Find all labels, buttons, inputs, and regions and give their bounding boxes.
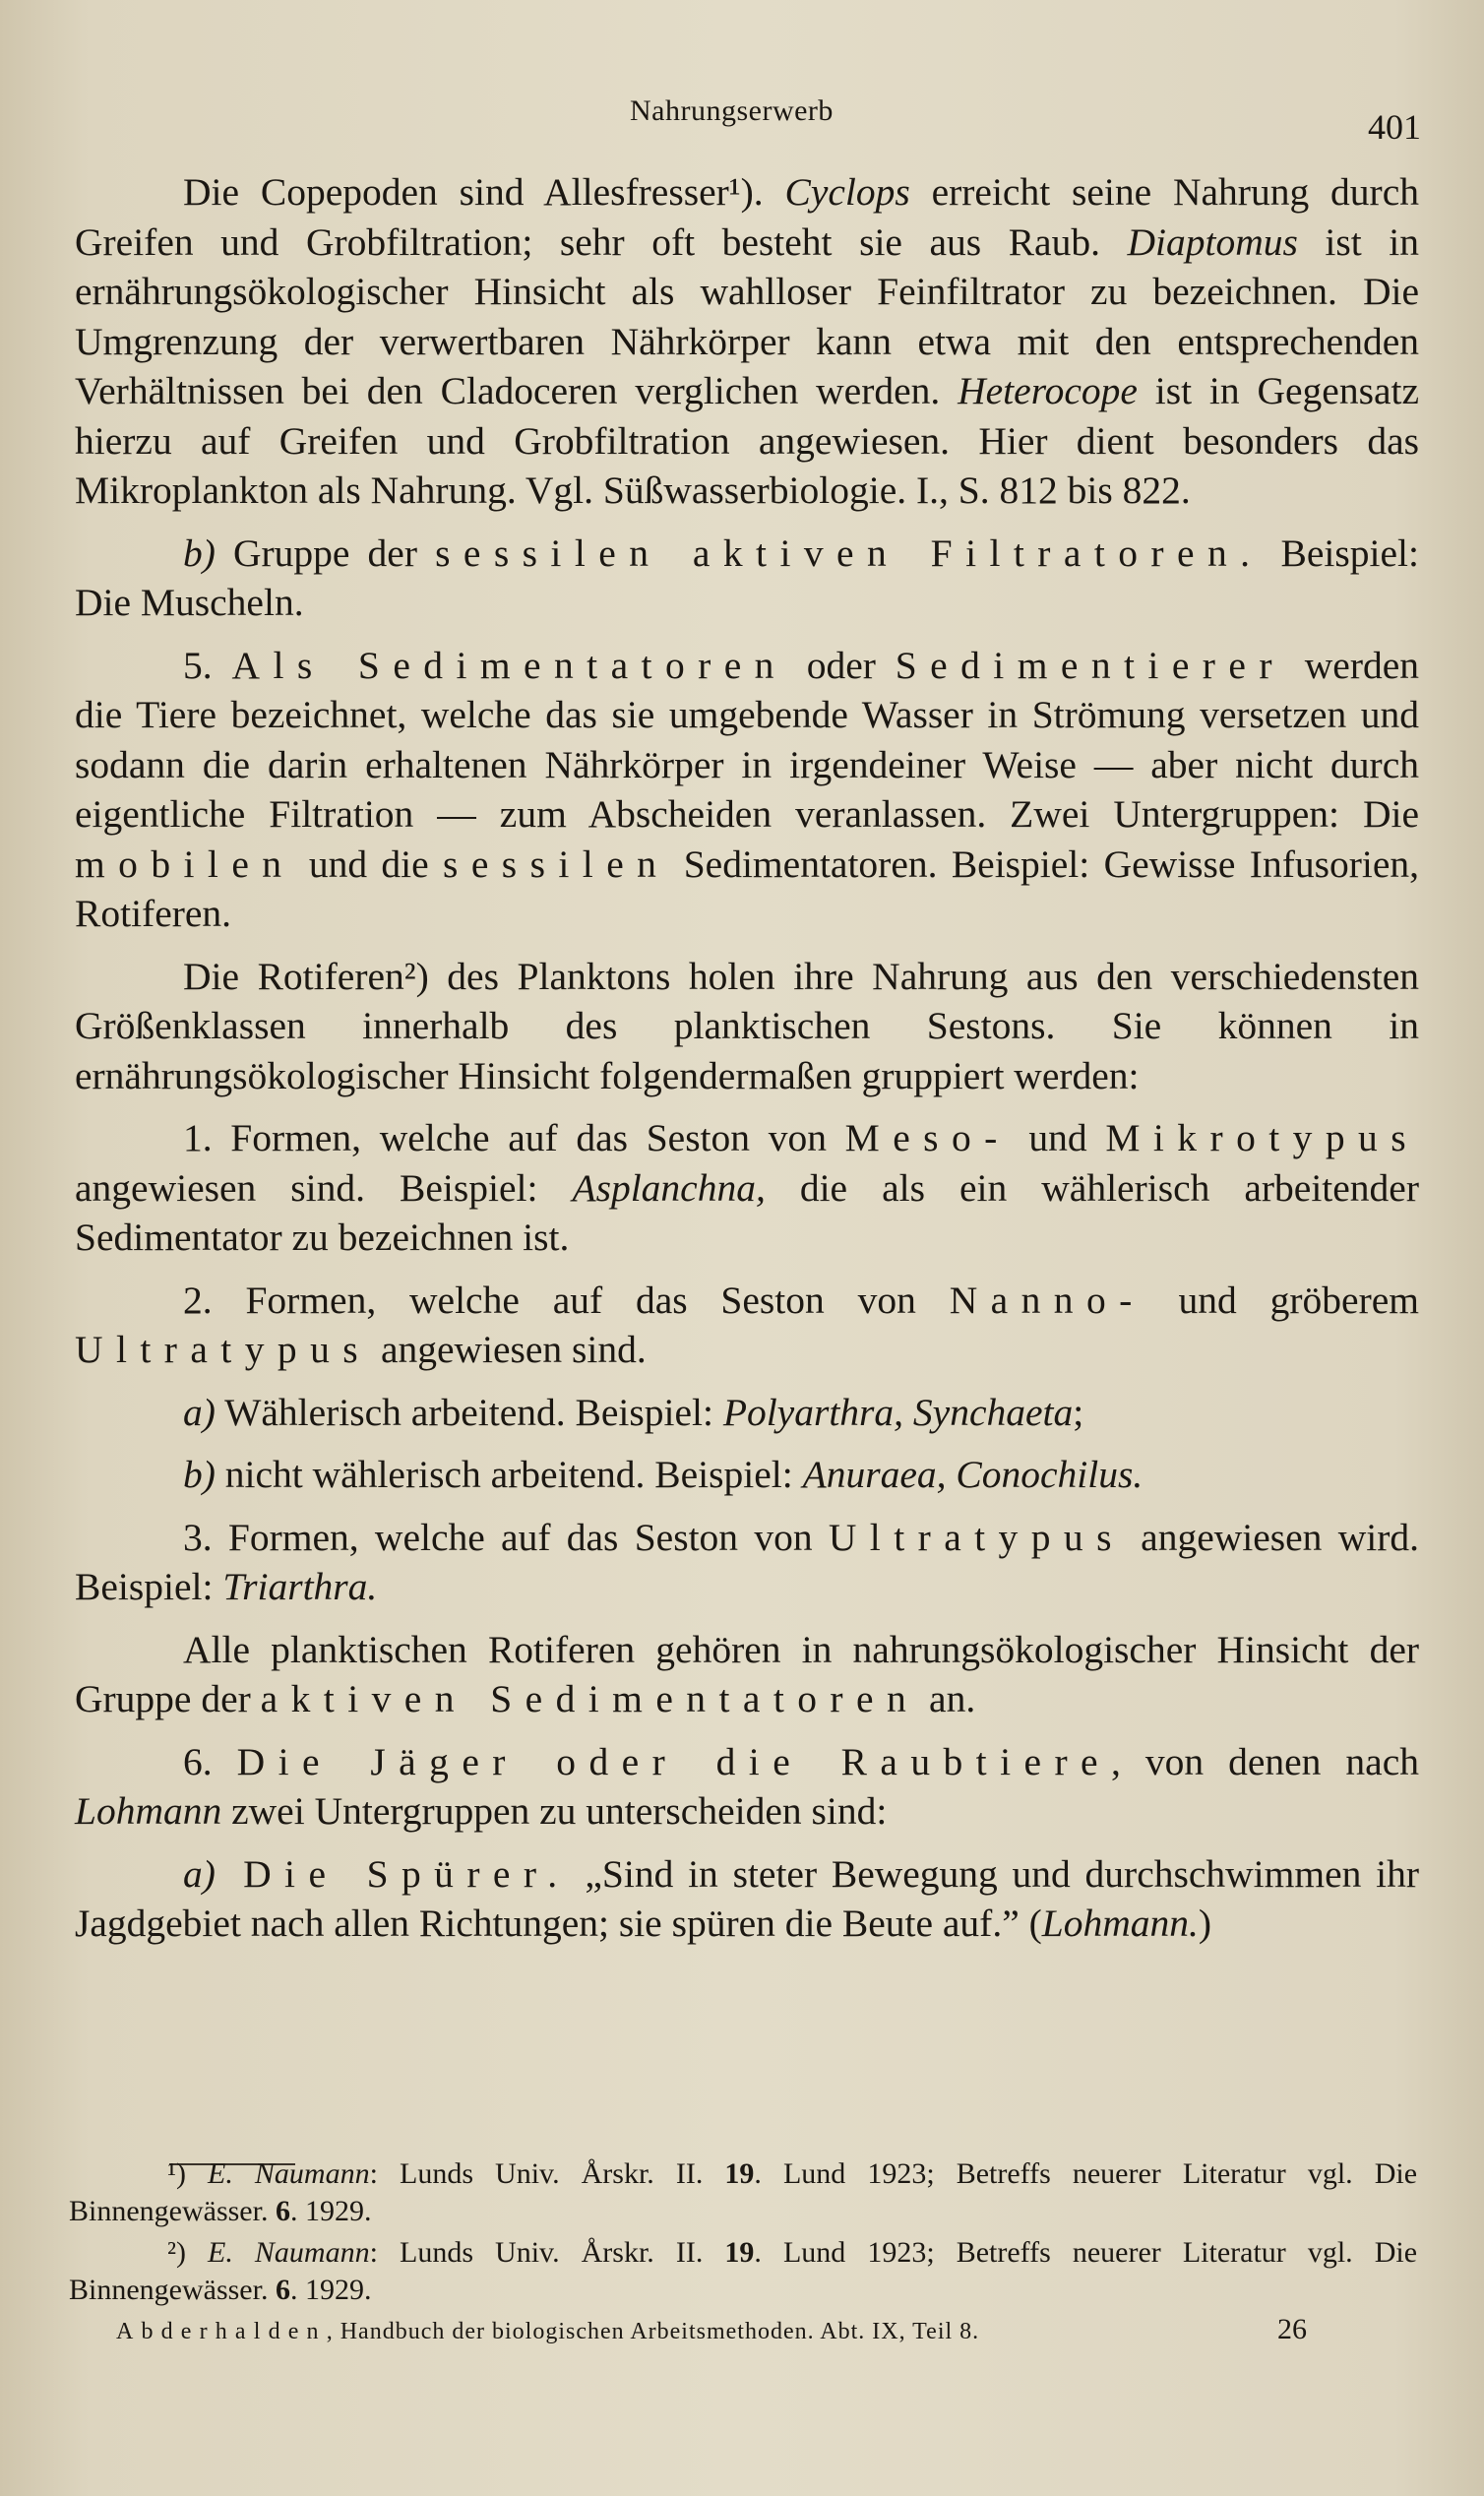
paragraph-jaeger: 6. Die Jäger oder die Raubtiere, von denen nach Lohmann zwei Untergruppen zu unterscheiden sind: [75, 1739, 1419, 1833]
signature-number: 26 [1277, 2313, 1307, 2345]
list-item-2: 2. Formen, welche auf das Seston von Nanno- und gröberem Ultratypus angewiesen sind. [75, 1278, 1419, 1371]
paragraph-spuerer: a) Die Spürer. „Sind in steter Bewegung und durchschwimmen ihr Jagdgebiet nach allen Richtungen; sie spüren die Beute auf.” (Lohmann.) [75, 1851, 1419, 1945]
footnote-2: ²) E. Naumann: Lunds Univ. Årskr. II. 19. Lund 1923; Betreffs neuerer Literatur vgl. Die Binnengewässer. 6. 1929. [69, 2236, 1418, 2306]
list-item-2a: a) Wählerisch arbeitend. Beispiel: Polyarthra, Synchaeta; [183, 1390, 1084, 1434]
running-head: Nahrungserwerb [630, 94, 834, 127]
body-text [75, 167, 1419, 1949]
footnote-1: ¹) E. Naumann: Lunds Univ. Årskr. II. 19. Lund 1923; Betreffs neuerer Literatur vgl. Die Binnengewässer. 6. 1929. [69, 2157, 1418, 2227]
list-item-3: 3. Formen, welche auf das Seston von Ultratypus angewiesen wird. Beispiel: Triarthra. [75, 1515, 1419, 1608]
paragraph-copepoden: Die Copepoden sind Allesfresser¹). Cyclops erreicht seine Nahrung durch Greifen und Grobfiltration; sehr oft besteht sie aus Raub. Diaptomus ist in ernährungsökologischer Hinsicht als wahlloser Feinfiltrator zu bezeichnen. Die Umgrenzung der verwertbaren Nährkörper kann etwa mit den entsprechenden Verhältnissen bei den Cladoceren verglichen werden. Heterocope ist in Gegensatz hierzu auf Greifen und Grobfiltration angewiesen. Hier dient besonders das Mikroplankton als Nahrung. Vgl. Süßwasserbiologie. I., S. 812 bis 822. [75, 170, 1420, 512]
paragraph-sedimentatoren: 5. Als Sedimentatoren oder Sedimentierer werden die Tiere bezeichnet, welche das sie umgebende Wasser in Strömung versetzen und sodann die darin erhaltenen Nährkörper in irgendeiner Weise — aber nicht durch eigentliche Filtration — zum Abscheiden veranlassen. Zwei Untergruppen: Die mobilen und die sessilen Sedimentatoren. Beispiel: Gewisse Infusorien, Rotiferen. [75, 643, 1420, 935]
list-item-2b: b) nicht wählerisch arbeitend. Beispiel: Anuraea, Conochilus. [183, 1453, 1144, 1496]
page-number: 401 [1368, 107, 1421, 147]
footer-citation: Abderhalden, Handbuch der biologischen Arbeitsmethoden. Abt. IX, Teil 8. [116, 2319, 980, 2344]
footnotes [69, 2155, 1417, 2309]
paragraph-planktische-rotiferen: Alle planktischen Rotiferen gehören in nahrungsökologischer Hinsicht der Gruppe der aktiven Sedimentatoren an. [75, 1627, 1419, 1720]
paragraph-rotiferen: Die Rotiferen²) des Planktons holen ihre Nahrung aus den verschiedensten Größenklassen innerhalb des planktischen Sestons. Sie können in ernährungsökologischer Hinsicht folgendermaßen gruppiert werden: [75, 954, 1419, 1097]
paragraph-muscheln: b) Gruppe der sessilen aktiven Filtratoren. Beispiel: Die Muscheln. [75, 530, 1419, 624]
page-header [0, 91, 1484, 150]
list-item-1: 1. Formen, welche auf das Seston von Meso- und Mikrotypus angewiesen sind. Beispiel: Asplanchna, die als ein wählerisch arbeitender Sedimentator zu bezeichnen ist. [75, 1116, 1419, 1259]
page-footer [0, 2313, 1484, 2356]
